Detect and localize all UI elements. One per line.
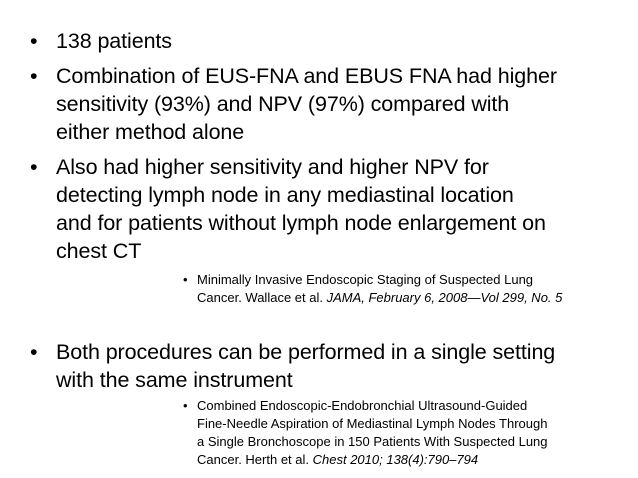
bullet-text-line: either method alone [56,120,245,144]
reference-text-line [197,289,633,307]
bullet-marker: • [30,340,38,364]
bullet-text-line: and for patients without lymph node enlargement on [56,211,546,235]
bullet-text-line: with the same instrument [56,368,293,392]
bullet-single-setting [30,338,630,394]
reference-journal-citation: JAMA, February 6, 2008—Vol 299, No. 5 [326,290,563,305]
reference-marker: • [183,398,188,413]
bullet-text-line: chest CT [56,239,142,263]
bullet-text-line: detecting lymph node in any mediastinal location [56,183,514,207]
reference-plain-text: Cancer. Herth et al. [197,452,313,467]
bullet-text-line: Combination of EUS-FNA and EBUS FNA had higher [56,64,557,88]
reference-plain-text: Cancer. Wallace et al. [197,290,327,305]
reference-wallace [183,271,633,307]
bullet-text-line: sensitivity (93%) and NPV (97%) compared with [56,92,510,116]
bullet-higher-npv [30,153,630,265]
bullet-combination-sensitivity [30,62,630,146]
reference-herth [183,397,633,469]
reference-text-line [197,451,633,469]
bullet-patients [30,27,630,55]
bullet-text-line: Both procedures can be performed in a single setting [56,340,556,364]
bullet-text-line: 138 patients [56,29,172,53]
reference-text-line: a Single Bronchoscope in 150 Patients With Suspected Lung [197,434,548,449]
reference-text-line: Minimally Invasive Endoscopic Staging of Suspected Lung [197,272,534,287]
bullet-marker: • [30,29,38,53]
reference-text-line: Fine-Needle Aspiration of Mediastinal Lymph Nodes Through [197,416,548,431]
bullet-marker: • [30,155,38,179]
bullet-text-line: Also had higher sensitivity and higher NPV for [56,155,489,179]
reference-marker: • [183,272,188,287]
reference-text-line: Combined Endoscopic-Endobronchial Ultrasound-Guided [197,398,528,413]
reference-journal-citation: Chest 2010; 138(4):790–794 [312,452,479,467]
bullet-marker: • [30,64,38,88]
